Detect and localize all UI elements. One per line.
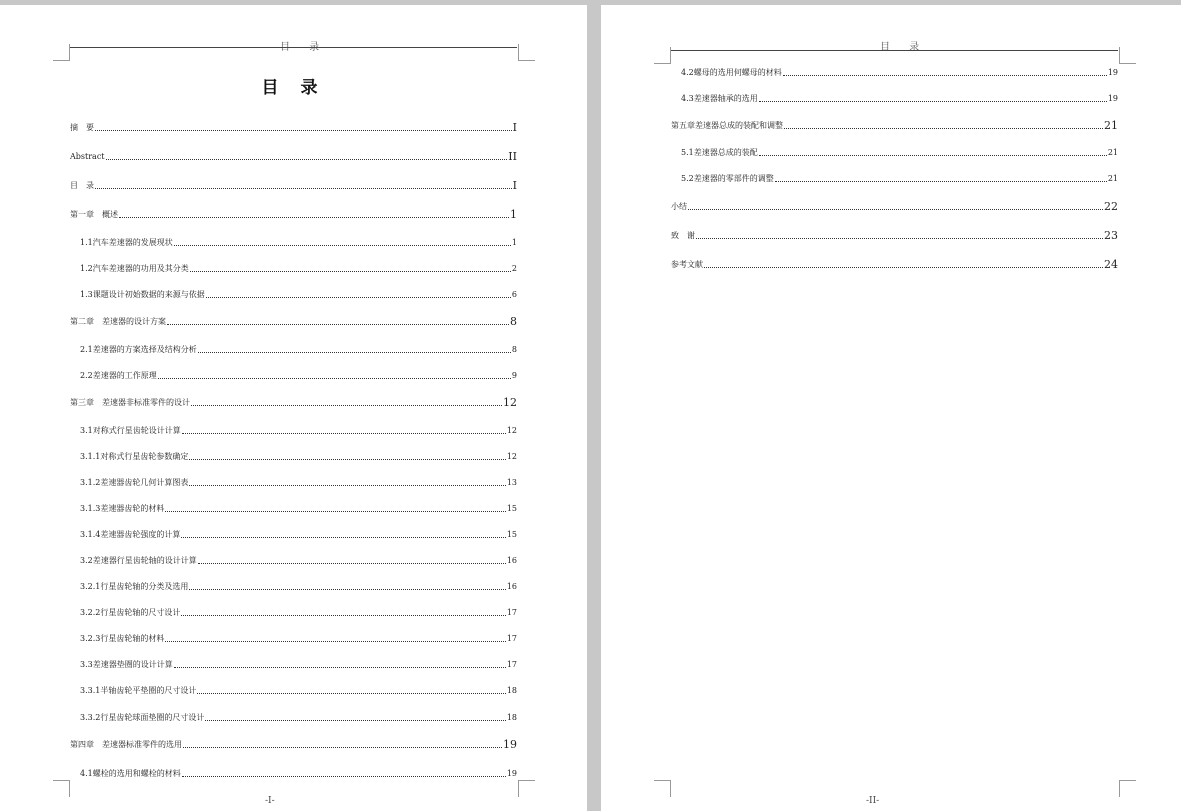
toc-entry[interactable]: [80, 237, 517, 248]
toc-entry[interactable]: [80, 529, 517, 540]
toc-entry[interactable]: [80, 685, 517, 696]
toc-entry-label: 3.3.2行星齿轮球面垫圈的尺寸设计: [80, 713, 205, 722]
toc-leader-dots: [181, 614, 505, 616]
toc-leader-dots: [206, 296, 511, 298]
toc-entry-label: 摘 要: [70, 123, 94, 132]
toc-leader-dots: [759, 100, 1107, 102]
toc-entry-page: 17: [506, 634, 517, 643]
toc-entry[interactable]: [70, 180, 517, 191]
toc-entry-label: 1.3课题设计初始数据的来源与依据: [80, 290, 205, 299]
toc-entry[interactable]: [681, 173, 1118, 184]
toc-entry-page: 8: [510, 315, 517, 328]
toc-entry[interactable]: [681, 93, 1118, 104]
toc-entry[interactable]: [681, 67, 1118, 78]
document-page-2: [601, 5, 1181, 811]
toc-entry[interactable]: [70, 151, 517, 162]
toc-entry-page: 17: [506, 608, 517, 617]
toc-leader-dots: [189, 588, 505, 590]
toc-leader-dots: [165, 510, 505, 512]
crop-mark: [53, 780, 70, 797]
toc-leader-dots: [95, 187, 512, 189]
toc-leader-dots: [119, 216, 509, 218]
toc-entry-page: 19: [1107, 94, 1118, 103]
toc-entry-label: 第二章 差速器的设计方案: [70, 317, 166, 326]
toc-entry[interactable]: [80, 451, 517, 462]
toc-entry-label: 3.2.1行星齿轮轴的分类及选用: [80, 582, 189, 591]
toc-leader-dots: [190, 270, 511, 272]
toc-leader-dots: [174, 244, 511, 246]
toc-entry-label: 3.1.2差速器齿轮几何计算图表: [80, 478, 189, 487]
toc-entry-page: 8: [511, 345, 517, 354]
toc-entry-page: 1: [511, 238, 517, 247]
toc-entry[interactable]: [80, 555, 517, 566]
toc-entry-page: 12: [506, 452, 517, 461]
page-number: -II-: [866, 796, 880, 806]
toc-entry-page: I: [512, 179, 517, 192]
toc-leader-dots: [183, 746, 502, 748]
toc-entry-label: 5.2差速器的零部件的调整: [681, 174, 774, 183]
crop-mark: [53, 44, 70, 61]
toc-entry-label: 目 录: [70, 181, 94, 190]
page-number: -I-: [265, 796, 275, 806]
page-header: 目 录: [280, 42, 328, 53]
toc-entry-page: 19: [1107, 68, 1118, 77]
toc-entry-label: 3.1.1对称式行星齿轮参数确定: [80, 452, 189, 461]
toc-entry-page: 21: [1104, 119, 1118, 132]
toc-entry-page: 16: [506, 582, 517, 591]
toc-entry[interactable]: [80, 289, 517, 300]
toc-entry-page: 18: [506, 713, 517, 722]
toc-leader-dots: [189, 484, 505, 486]
toc-entry-page: 23: [1104, 229, 1118, 242]
toc-entry-label: 参考文献: [671, 260, 703, 269]
crop-mark: [654, 47, 671, 64]
toc-entry-label: 1.1汽车差速器的发展现状: [80, 238, 173, 247]
toc-entry[interactable]: [80, 607, 517, 618]
toc-leader-dots: [191, 404, 502, 406]
toc-leader-dots: [759, 154, 1107, 156]
toc-entry-label: 4.1螺栓的选用和螺栓的材料: [80, 769, 181, 778]
toc-leader-dots: [198, 351, 511, 353]
toc-entry-page: 1: [510, 208, 517, 221]
toc-entry-page: 17: [506, 660, 517, 669]
toc-entry-label: 3.3差速器垫圈的设计计算: [80, 660, 173, 669]
toc-entry-page: 13: [506, 478, 517, 487]
toc-leader-dots: [688, 208, 1103, 210]
toc-entry-label: 第三章 差速器非标准零件的设计: [70, 398, 190, 407]
toc-entry[interactable]: [80, 768, 517, 779]
toc-entry-label: 3.3.1半轴齿轮平垫圈的尺寸设计: [80, 686, 197, 695]
toc-entry-label: 第五章差速器总成的装配和调整: [671, 121, 783, 130]
header-rule: [70, 47, 517, 48]
toc-entry[interactable]: [70, 316, 517, 327]
toc-leader-dots: [784, 127, 1103, 129]
toc-entry[interactable]: [70, 122, 517, 133]
toc-leader-dots: [704, 266, 1103, 268]
toc-entry[interactable]: [70, 209, 517, 220]
toc-entry-label: 1.2汽车差速器的功用及其分类: [80, 264, 189, 273]
toc-entry-label: 4.2螺母的选用何螺母的材料: [681, 68, 782, 77]
page-header: 目 录: [880, 42, 928, 53]
toc-entry[interactable]: [80, 659, 517, 670]
toc-entry[interactable]: [80, 477, 517, 488]
crop-mark: [518, 780, 535, 797]
toc-entry[interactable]: [80, 581, 517, 592]
toc-leader-dots: [198, 562, 506, 564]
toc-entry[interactable]: [80, 712, 517, 723]
toc-leader-dots: [174, 666, 506, 668]
toc-entry[interactable]: [671, 230, 1118, 241]
toc-leader-dots: [182, 432, 506, 434]
toc-entry-label: 2.2差速器的工作原理: [80, 371, 157, 380]
toc-entry-page: 15: [506, 530, 517, 539]
toc-leader-dots: [205, 719, 505, 721]
toc-entry-page: 6: [511, 290, 517, 299]
crop-mark: [654, 780, 671, 797]
toc-entry-page: 12: [503, 396, 517, 409]
toc-entry-page: I: [512, 121, 517, 134]
toc-leader-dots: [182, 775, 506, 777]
toc-entry-page: 15: [506, 504, 517, 513]
toc-entry-page: II: [508, 150, 517, 163]
toc-entry-label: 3.2差速器行星齿轮轴的设计计算: [80, 556, 197, 565]
toc-leader-dots: [106, 158, 508, 160]
toc-entry-label: 5.1差速器总成的装配: [681, 148, 758, 157]
toc-entry-page: 12: [506, 426, 517, 435]
toc-entry-label: 第一章 概述: [70, 210, 118, 219]
toc-entry[interactable]: [681, 147, 1118, 158]
toc-leader-dots: [95, 129, 512, 131]
toc-leader-dots: [783, 74, 1107, 76]
toc-entry-page: 9: [511, 371, 517, 380]
crop-mark: [1119, 47, 1136, 64]
toc-entry-label: 3.1.4差速器齿轮强度的计算: [80, 530, 181, 539]
toc-entry-label: Abstract: [70, 152, 105, 161]
toc-entry[interactable]: [671, 259, 1118, 270]
toc-entry[interactable]: [80, 633, 517, 644]
toc-leader-dots: [165, 640, 505, 642]
toc-leader-dots: [158, 377, 511, 379]
toc-entry-page: 19: [503, 738, 517, 751]
toc-leader-dots: [167, 323, 509, 325]
toc-leader-dots: [696, 237, 1103, 239]
toc-entry-label: 4.3差速器轴承的选用: [681, 94, 758, 103]
toc-entry-page: 22: [1104, 200, 1118, 213]
toc-entry[interactable]: [80, 263, 517, 274]
toc-entry-label: 2.1差速器的方案选择及结构分析: [80, 345, 197, 354]
toc-entry-page: 21: [1107, 148, 1118, 157]
toc-leader-dots: [181, 536, 505, 538]
toc-entry-label: 致 谢: [671, 231, 695, 240]
toc-entry-page: 21: [1107, 174, 1118, 183]
toc-leader-dots: [197, 692, 505, 694]
toc-entry-label: 第四章 差速器标准零件的选用: [70, 740, 182, 749]
toc-entry[interactable]: [70, 397, 517, 408]
toc-entry-page: 24: [1104, 258, 1118, 271]
document-page-1: [0, 5, 587, 811]
toc-entry-label: 3.1.3差速器齿轮的材料: [80, 504, 165, 513]
toc-entry-label: 3.1对称式行星齿轮设计计算: [80, 426, 181, 435]
toc-entry-label: 3.2.2行星齿轮轴的尺寸设计: [80, 608, 181, 617]
crop-mark: [1119, 780, 1136, 797]
toc-entry-page: 18: [506, 686, 517, 695]
toc-entry-page: 16: [506, 556, 517, 565]
crop-mark: [518, 44, 535, 61]
toc-entry[interactable]: [671, 201, 1118, 212]
header-rule: [671, 50, 1118, 51]
toc-entry-label: 3.2.3行星齿轮轴的材料: [80, 634, 165, 643]
toc-entry[interactable]: [80, 344, 517, 355]
toc-title: 目 录: [261, 78, 326, 98]
toc-entry-label: 小结: [671, 202, 687, 211]
toc-entry[interactable]: [70, 739, 517, 750]
toc-entry[interactable]: [80, 425, 517, 436]
toc-entry[interactable]: [671, 120, 1118, 131]
toc-entry-page: 2: [511, 264, 517, 273]
toc-entry-page: 19: [506, 769, 517, 778]
toc-leader-dots: [189, 458, 505, 460]
toc-entry[interactable]: [80, 370, 517, 381]
toc-leader-dots: [775, 180, 1107, 182]
toc-entry[interactable]: [80, 503, 517, 514]
